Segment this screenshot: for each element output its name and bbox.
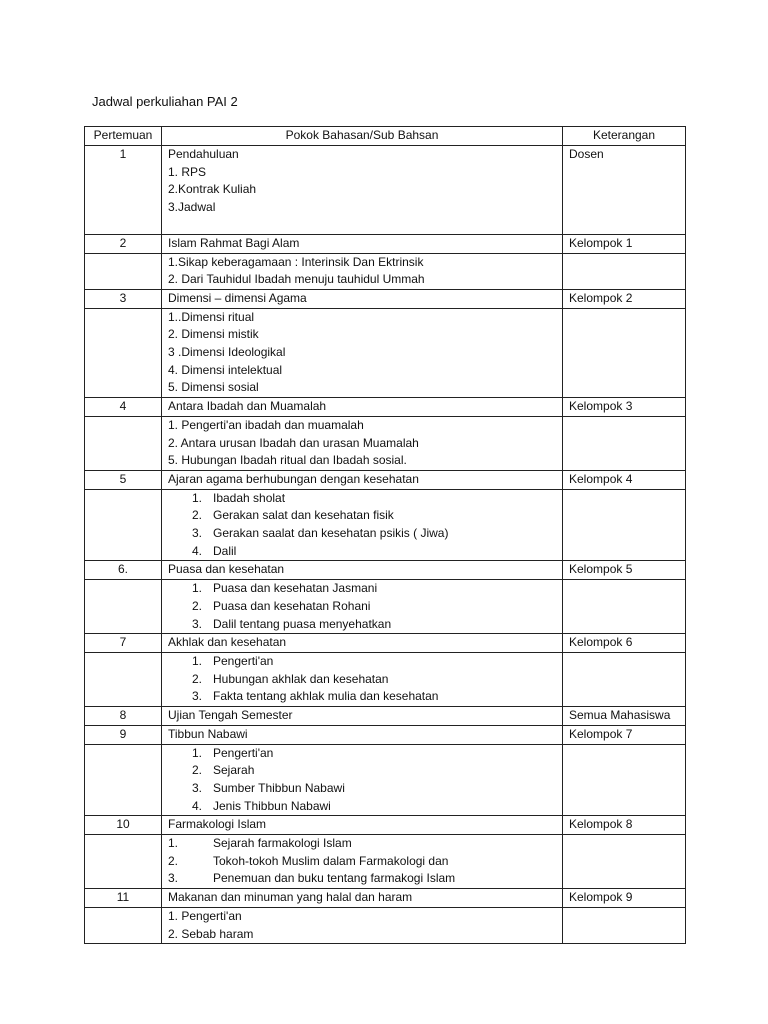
list-item: 2. Hubungan akhlak dan kesehatan [192,671,389,686]
topic-cell [162,652,563,706]
sub-row [85,652,686,706]
header-meeting: Pertemuan [85,127,162,146]
topic-cell [162,146,563,235]
list-item: 3. Gerakan saalat dan kesehatan psikis ( Jiwa) [192,526,449,541]
note-cell: Kelompok 9 [563,889,686,908]
sub-item: 1. RPS [168,164,207,179]
list-item: 1. Puasa dan kesehatan Jasmani [192,581,378,596]
sub-row [85,744,686,816]
sub-item: 3.Jadwal [168,200,216,215]
meeting-number: 4 [85,398,162,417]
sub-item: 1. Pengerti'an ibadah dan muamalah [168,417,364,432]
topic-title: Dimensi – dimensi Agama [162,289,563,308]
topic-title: Tibbun Nabawi [162,725,563,744]
table-row [85,725,686,744]
note-cell: Kelompok 8 [563,816,686,835]
table-row [85,146,686,235]
table-row [85,234,686,253]
sub-item: 5. Hubungan Ibadah ritual dan Ibadah sosial. [168,453,407,468]
sub-item: 2.Kontrak Kuliah [168,182,257,197]
note-cell: Kelompok 6 [563,634,686,653]
topic-title: Antara Ibadah dan Muamalah [162,398,563,417]
sub-row [85,907,686,943]
meeting-number: 1 [85,146,162,235]
list-item: 3. Sumber Thibbun Nabawi [192,780,345,795]
topic-title: Akhlak dan kesehatan [162,634,563,653]
sub-row [85,580,686,634]
meeting-number: 2 [85,234,162,253]
meeting-number: 8 [85,707,162,726]
list-item: 3. Penemuan dan buku tentang farmakogi Islam [168,871,456,886]
topic-cell [162,907,563,943]
meeting-number: 10 [85,816,162,835]
sub-row [85,253,686,289]
list-item: 2. Sejarah [192,763,255,778]
topic-title: Ujian Tengah Semester [162,707,563,726]
topic-cell [162,489,563,561]
topic-title: Pendahuluan [168,147,239,161]
table-row [85,289,686,308]
table-row [85,398,686,417]
meeting-number: 9 [85,725,162,744]
sub-item: 2. Dari Tauhidul Ibadah menuju tauhidul Ummah [168,272,425,287]
note-cell: Kelompok 5 [563,561,686,580]
table-row [85,470,686,489]
document-title: Jadwal perkuliahan PAI 2 [92,94,238,109]
meeting-number: 11 [85,889,162,908]
topic-title: Ajaran agama berhubungan dengan kesehatan [162,470,563,489]
header-note: Keterangan [563,127,686,146]
sub-row [85,416,686,470]
sub-item: 4. Dimensi intelektual [168,362,283,377]
sub-item: 2. Sebab haram [168,926,254,941]
meeting-number: 6. [85,561,162,580]
table-row [85,561,686,580]
sub-item: 2. Dimensi mistik [168,327,259,342]
list-item: 3. Dalil tentang puasa menyehatkan [192,616,392,631]
topic-title: Islam Rahmat Bagi Alam [162,234,563,253]
table-row [85,707,686,726]
sub-item: 3 .Dimensi Ideologikal [168,345,286,360]
sub-row [85,835,686,889]
note-cell: Kelompok 3 [563,398,686,417]
topic-cell [162,416,563,470]
table-row [85,889,686,908]
list-item: 1. Pengerti'an [192,653,274,668]
sub-row [85,308,686,398]
sub-item: 5. Dimensi sosial [168,380,259,395]
topic-cell [162,835,563,889]
list-item: 3. Fakta tentang akhlak mulia dan kesehatan [192,689,439,704]
list-item: 4. Dalil [192,543,237,558]
schedule-table [84,126,686,944]
list-item: 2. Gerakan salat dan kesehatan fisik [192,508,394,523]
sub-row [85,489,686,561]
topic-title: Makanan dan minuman yang halal dan haram [162,889,563,908]
meeting-number: 7 [85,634,162,653]
meeting-number: 5 [85,470,162,489]
topic-cell [162,253,563,289]
topic-cell [162,580,563,634]
topic-title: Puasa dan kesehatan [162,561,563,580]
note-cell: Kelompok 2 [563,289,686,308]
sub-item: 1.Sikap keberagamaan : Interinsik Dan Ektrinsik [168,254,424,269]
topic-cell [162,308,563,398]
topic-cell [162,744,563,816]
note-cell: Kelompok 7 [563,725,686,744]
note-cell: Kelompok 1 [563,234,686,253]
header-topic: Pokok Bahasan/Sub Bahsan [162,127,563,146]
list-item: 4. Jenis Thibbun Nabawi [192,798,331,813]
table-row [85,816,686,835]
sub-item: 1. Pengerti'an [168,908,242,923]
note-cell: Semua Mahasiswa [563,707,686,726]
note-cell: Kelompok 4 [563,470,686,489]
sub-item: 2. Antara urusan Ibadah dan urasan Muamalah [168,435,419,450]
list-item: 1. Pengerti'an [192,745,274,760]
sub-item: 1..Dimensi ritual [168,309,255,324]
list-item: 2. Puasa dan kesehatan Rohani [192,598,371,613]
table-row [85,634,686,653]
table-header-row [85,127,686,146]
meeting-number: 3 [85,289,162,308]
note-cell: Dosen [563,146,686,235]
topic-title: Farmakologi Islam [162,816,563,835]
list-item: 1. Sejarah farmakologi Islam [168,836,352,851]
list-item: 2. Tokoh-tokoh Muslim dalam Farmakologi dan [168,853,449,868]
list-item: 1. Ibadah sholat [192,490,286,505]
